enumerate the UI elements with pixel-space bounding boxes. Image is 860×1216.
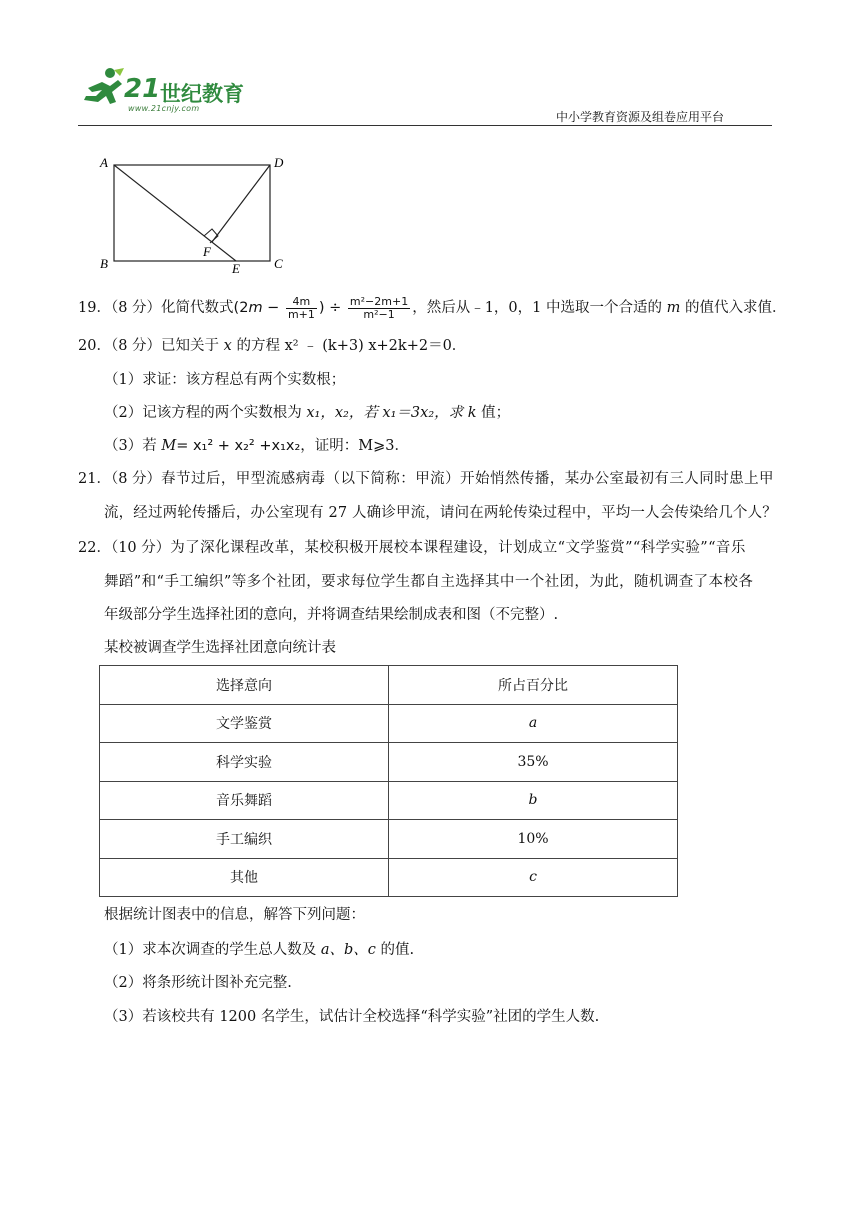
- q19-frac1-num: 4m: [286, 296, 317, 309]
- table-cell-percent: c: [389, 858, 678, 897]
- q21-line1: 春节过后，甲型流感病毒（以下简称：甲流）开始悄然传播，某办公室最初有三人同时患上甲: [161, 471, 774, 487]
- question-19: [78, 293, 786, 323]
- q20-number: 20．: [78, 338, 111, 354]
- label-d: D: [274, 155, 284, 170]
- q22-sub1-vars: a、b、c: [320, 942, 376, 958]
- survey-table: [99, 665, 678, 897]
- q19-expr-close: ): [318, 300, 325, 316]
- q19-score: （8 分）: [110, 300, 162, 316]
- q19-prefix: 化简代数式: [161, 300, 234, 316]
- q20-sub2-a: （2）记该方程的两个实数根为: [104, 405, 307, 421]
- label-c: C: [274, 256, 283, 271]
- runner-logo-icon: [80, 66, 128, 112]
- table-header-cell: 选择意向: [100, 666, 389, 705]
- q22-number: 22．: [78, 540, 111, 556]
- q19-suffix-m: m: [666, 300, 681, 316]
- table-cell-option: 手工编织: [100, 820, 389, 859]
- table-row: [100, 858, 678, 897]
- segment-df: [212, 165, 270, 242]
- table-cell-percent: b: [389, 781, 678, 820]
- q20-text-b: 的方程: [231, 338, 285, 354]
- table-cell-percent: a: [389, 704, 678, 743]
- table-row: [100, 781, 678, 820]
- question-21-line-2: 流，经过两轮传播后，办公室现有 27 人确诊甲流，请问在两轮传染过程中，平均一人会传染给几个人？: [104, 505, 777, 521]
- q19-divide: ÷: [324, 300, 346, 316]
- table-cell-option: 其他: [100, 858, 389, 897]
- rectangle-abcd: [114, 165, 270, 261]
- segment-ae: [114, 165, 236, 261]
- q19-minus: −: [262, 300, 284, 316]
- q20-sub3-c: M⩾3．: [358, 438, 410, 454]
- logo-chinese-text: 世纪教育: [160, 82, 244, 106]
- q21-number: 21．: [78, 471, 111, 487]
- q22-sub1-b: 的值.: [375, 942, 415, 958]
- table-header-cell: 所占百分比: [389, 666, 678, 705]
- table-cell-option: 文学鉴赏: [100, 704, 389, 743]
- question-22-line-3: 年级部分学生选择社团的意向，并将调查结果绘制成表和图（不完整）.: [104, 607, 559, 623]
- label-f: F: [203, 244, 211, 259]
- table-row: [100, 820, 678, 859]
- q20-text-a: 已知关于: [161, 338, 224, 354]
- q21-score: （8 分）: [110, 471, 162, 487]
- question-20: [78, 336, 466, 356]
- q22-sub1-a: （1）求本次调查的学生总人数及: [104, 942, 321, 958]
- q19-frac1-den: m+1: [287, 307, 315, 321]
- q20-sub2-k: k: [467, 405, 477, 421]
- logo-number: 21: [124, 74, 161, 104]
- q19-frac2-den: m²−1: [363, 307, 395, 321]
- rectangle-figure: [96, 150, 296, 275]
- label-a: A: [100, 155, 108, 170]
- q20-sub2-b: x₁，x₂，若 x₁＝3x₂，求: [306, 405, 468, 421]
- q20-var-x: x: [223, 338, 232, 354]
- label-e: E: [232, 261, 240, 275]
- q20-sub3-b: = x₁² + x₂² +x₁x₂，证明：: [176, 438, 359, 454]
- table-cell-percent: 35%: [389, 743, 678, 782]
- logo-url: www.21cnjy.com: [128, 104, 200, 113]
- q22-sub-2: （2）将条形统计图补充完整.: [104, 975, 292, 991]
- question-21-line-1: [78, 469, 774, 489]
- q20-sub2-c: 值；: [476, 405, 511, 421]
- q19-expr-open: (2: [233, 300, 249, 316]
- q19-frac2-num: m²−2m+1: [349, 294, 409, 308]
- table-title: 某校被调查学生选择社团意向统计表: [104, 640, 336, 656]
- q22-score: （10 分）: [110, 540, 171, 556]
- q19-fraction-1: [286, 296, 317, 321]
- table-cell-option: 音乐舞蹈: [100, 781, 389, 820]
- question-22-line-1: [78, 538, 746, 558]
- q20-sub3-a: （3）若: [104, 438, 162, 454]
- q19-var-m: m: [248, 300, 263, 316]
- table-header-row: [100, 666, 678, 705]
- q20-score: （8 分）: [110, 338, 162, 354]
- q19-fraction-2: [348, 296, 410, 321]
- header-divider: [78, 125, 772, 126]
- header-logo: [80, 64, 260, 118]
- q20-equation: x² ﹣ (k+3) x+2k+2＝0．: [284, 338, 467, 354]
- q20-sub-1: （1）求证：该方程总有两个实数根；: [104, 372, 346, 388]
- q19-suffix-b: 的值代入求值．: [680, 300, 787, 316]
- q19-number: 19．: [78, 300, 111, 316]
- table-row: [100, 743, 678, 782]
- table-cell-option: 科学实验: [100, 743, 389, 782]
- q22-line1: 为了深化课程改革，某校积极开展校本课程建设，计划成立“文学鉴赏”“科学实验”“音乐: [170, 540, 746, 556]
- q20-sub-3: [104, 436, 409, 456]
- table-row: [100, 704, 678, 743]
- q20-sub3-m: M: [161, 438, 177, 454]
- after-table-text: 根据统计图表中的信息，解答下列问题：: [104, 907, 365, 923]
- q20-sub-2: [104, 403, 510, 423]
- q19-suffix-a: ，然后从﹣1，0，1 中选取一个合适的: [412, 300, 667, 316]
- question-22-line-2: 舞蹈”和“手工编织”等多个社团，要求每位学生都自主选择其中一个社团，为此，随机调查了本校各: [104, 574, 754, 590]
- q22-sub-1: [104, 940, 414, 960]
- table-cell-percent: 10%: [389, 820, 678, 859]
- label-b: B: [100, 256, 108, 271]
- q22-sub-3: （3）若该校共有 1200 名学生，试估计全校选择“科学实验”社团的学生人数.: [104, 1009, 600, 1025]
- header-platform-text: 中小学教育资源及组卷应用平台: [556, 110, 725, 124]
